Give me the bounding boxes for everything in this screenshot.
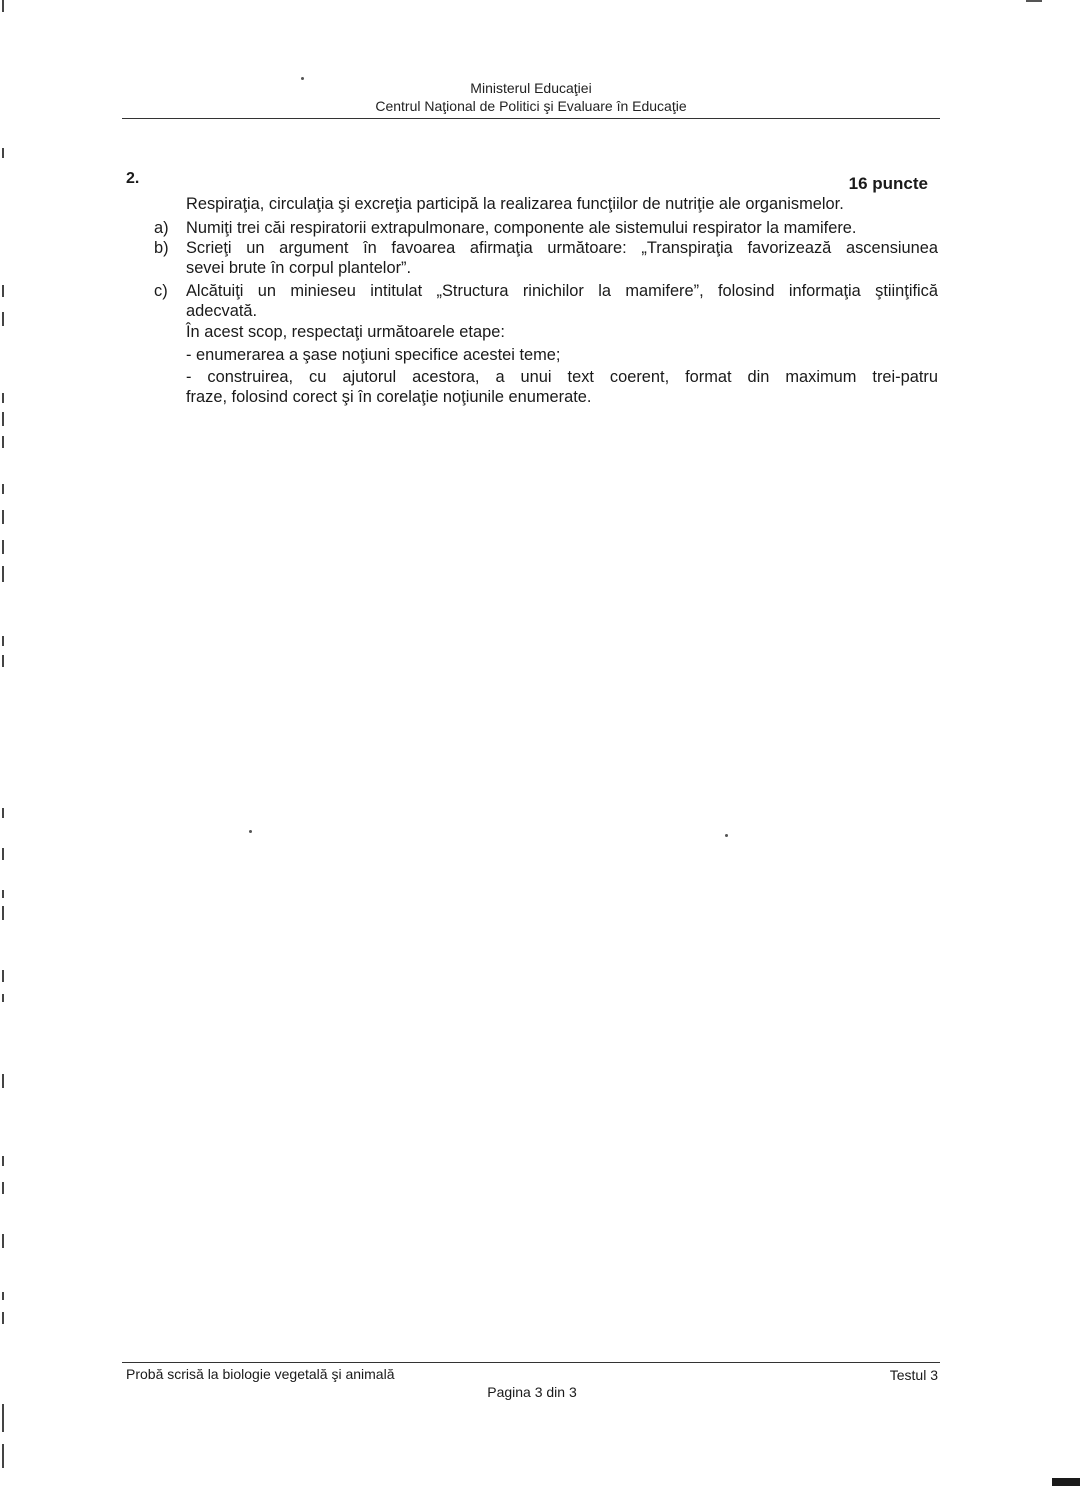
scan-corner-mark: [1052, 1478, 1080, 1486]
scan-mark: [2, 655, 4, 667]
scan-mark: [2, 566, 4, 582]
scan-mark: [2, 906, 4, 920]
scan-mark: [2, 0, 4, 12]
item-a-label: a): [154, 219, 169, 237]
footer-rule: [122, 1362, 940, 1363]
scan-mark: [2, 510, 4, 524]
scan-mark: [2, 994, 4, 1002]
scan-mark: [2, 484, 4, 494]
scan-mark: [2, 1312, 4, 1324]
scan-mark: [2, 312, 4, 326]
scan-mark: [2, 436, 4, 448]
item-b-label: b): [154, 239, 169, 257]
item-c-step2-line2: fraze, folosind corect şi în corelaţie noţiunile enumerate.: [186, 388, 592, 406]
scan-mark: [1026, 0, 1042, 2]
scan-mark: [2, 540, 4, 554]
scan-mark: [2, 1404, 4, 1432]
scan-mark: [2, 148, 4, 158]
item-b-line1: Scrieţi un argument în favoarea afirmaţia următoare: „Transpiraţia favorizează ascensiunea: [186, 239, 938, 257]
item-c-line2: adecvată.: [186, 302, 258, 320]
question-points: 16 puncte: [848, 174, 928, 193]
scan-mark: [2, 285, 4, 297]
scan-mark: [2, 1182, 4, 1194]
footer-exam-title: Probă scrisă la biologie vegetală şi animală: [126, 1366, 395, 1382]
question-intro: Respiraţia, circulaţia şi excreţia participă la realizarea funcţiilor de nutriţie ale organismelor.: [186, 195, 844, 213]
scan-mark: [2, 848, 4, 860]
scan-speck: [725, 834, 728, 837]
item-c-step1: - enumerarea a şase noţiuni specifice acestei teme;: [186, 346, 561, 364]
scan-mark: [2, 1292, 4, 1300]
item-c-line1: Alcătuiţi un minieseu intitulat „Structura rinichilor la mamifere”, folosind informaţia ştiinţifică: [186, 282, 938, 300]
item-c-step2-line1: - construirea, cu ajutorul acestora, a unui text coerent, format din maximum trei-patru: [186, 368, 938, 386]
scan-mark: [2, 412, 4, 426]
scan-speck: [301, 77, 304, 80]
scan-mark: [2, 1074, 4, 1088]
scan-speck: [249, 830, 252, 833]
footer-page-number: Pagina 3 din 3: [487, 1384, 577, 1400]
scan-mark: [2, 808, 4, 818]
scan-mark: [2, 1444, 4, 1468]
item-c-line3: În acest scop, respectaţi următoarele etape:: [186, 323, 505, 341]
header-rule: [122, 118, 940, 119]
item-c-label: c): [154, 282, 168, 300]
scan-mark: [2, 1234, 4, 1248]
scan-mark: [2, 393, 4, 403]
scan-mark: [2, 636, 4, 646]
footer-test-number: Testul 3: [889, 1367, 938, 1383]
header-center: Centrul Naţional de Politici şi Evaluare în Educaţie: [375, 98, 687, 114]
question-number: 2.: [126, 170, 140, 187]
scan-mark: [2, 890, 4, 898]
scan-mark: [2, 1156, 4, 1166]
header-ministry: Ministerul Educaţiei: [470, 80, 592, 96]
scan-mark: [2, 970, 4, 982]
item-b-line2: sevei brute în corpul plantelor”.: [186, 259, 412, 277]
item-a-text: Numiţi trei căi respiratorii extrapulmonare, componente ale sistemului respirator la mamifere.: [186, 219, 857, 237]
